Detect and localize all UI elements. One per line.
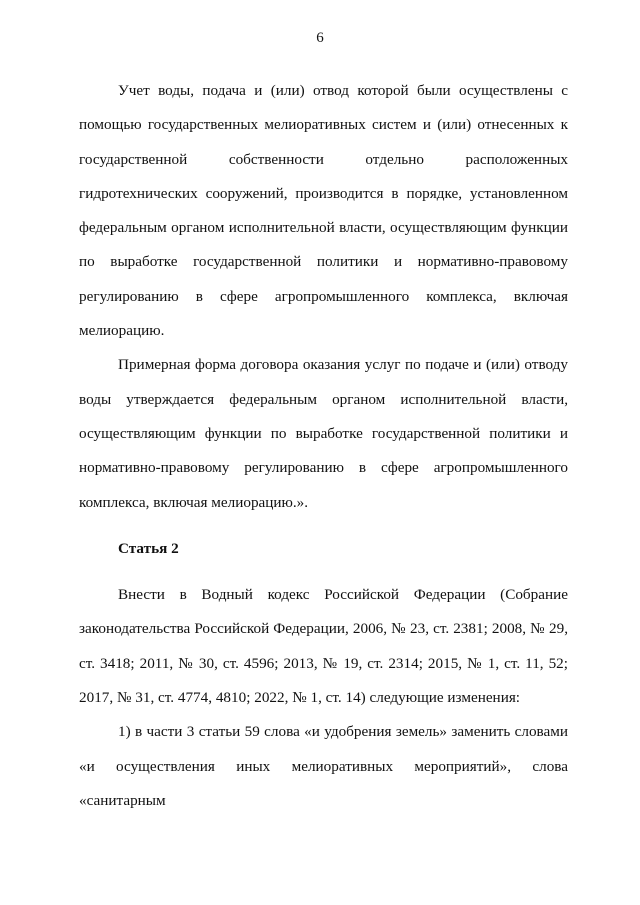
document-body [79, 74, 568, 818]
article-heading: Статья 2 [118, 539, 179, 557]
paragraph-water-accounting: Учет воды, подача и (или) отвод которой были осуществлены с помощью государственных мелиоративных систем и (или) отнесенных к государственной собственности отдельно расположенных гидротехнических сооружений, производится в порядке, установленном федеральным органом исполнительной власти, осуществляющим функции по выработке государственной политики и нормативно-правовому регулированию в сфере агропромышленного комплекса, включая мелиорацию. [79, 82, 568, 340]
paragraph-sample-contract: Примерная форма договора оказания услуг по подаче и (или) отводу воды утверждается федеральным органом исполнительной власти, осуществляющим функции по выработке государственной политики и нормативно-правовому регулированию в сфере агропромышленного комплекса, включая мелиорацию.». [79, 356, 568, 511]
page-number: 6 [316, 30, 324, 46]
paragraph-water-code-amendments: Внести в Водный кодекс Российской Федерации (Собрание законодательства Российской Федерации, 2006, № 23, ст. 2381; 2008, № 29, ст. 3418; 2011, № 30, ст. 4596; 2013, № 19, ст. 2314; 2015, № 1, ст. 11, 52; 2017, № 31, ст. 4774, 4810; 2022, № 1, ст. 14) следующие изменения: [79, 586, 568, 707]
paragraph-amendment-item-1: 1) в части 3 статьи 59 слова «и удобрения земель» заменить словами «и осуществления иных мелиоративных мероприятий», слова «санитарным [79, 723, 568, 809]
